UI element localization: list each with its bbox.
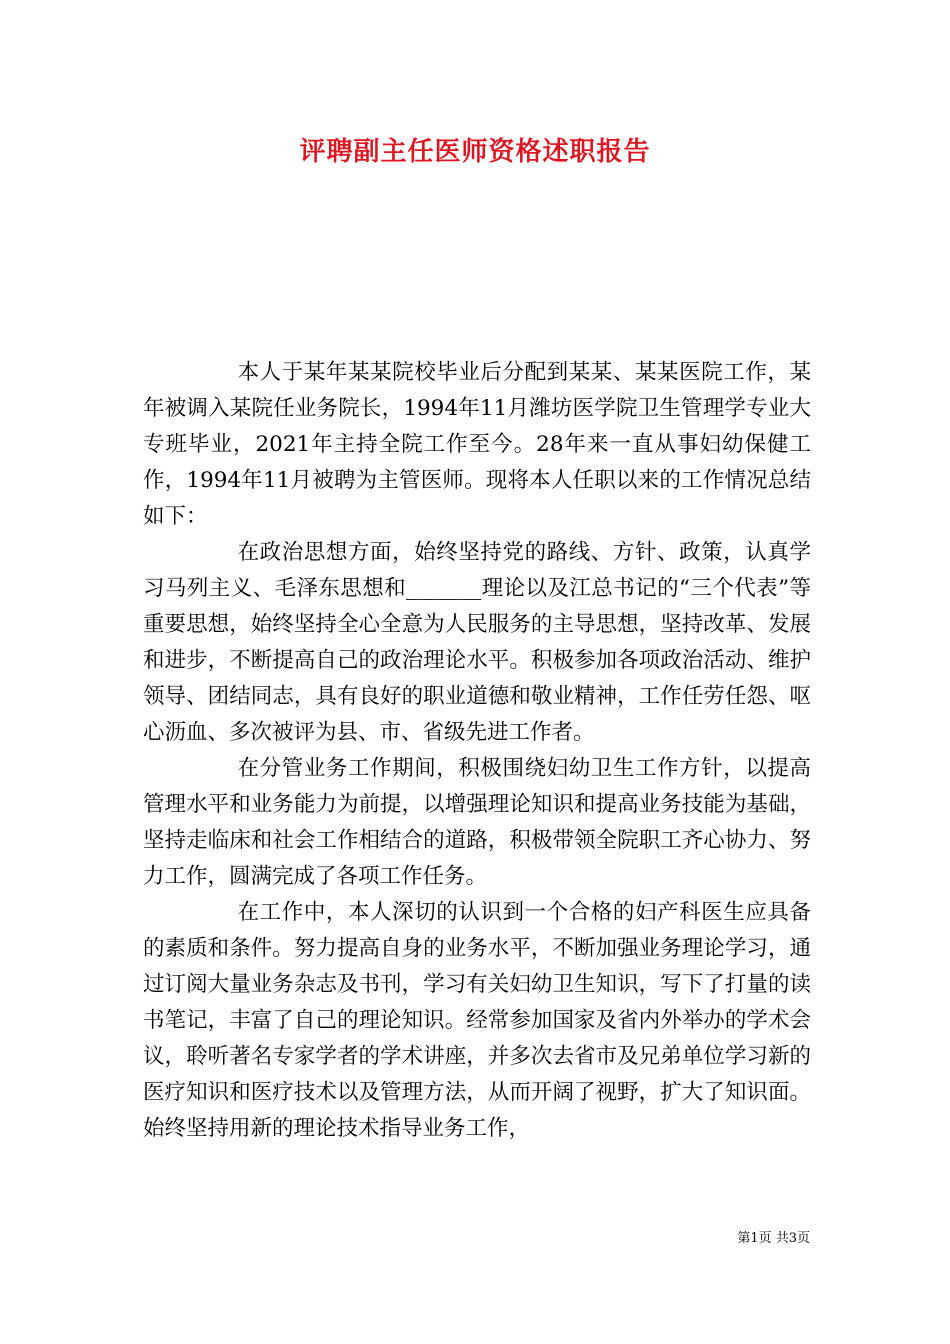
page-number: 第1页 共3页 bbox=[737, 1231, 810, 1246]
page-title: 评聘副主任医师资格述职报告 bbox=[299, 137, 651, 167]
paragraph-professional: 在工作中，本人深切的认识到一个合格的妇产科医生应具备的素质和条件。努力提高自身的业务水平，不断加强业务理论学习，通过订阅大量业务杂志及书刊，学习有关妇幼卫生知识，写下了打量的读书笔记，丰富了自己的理论知识。经常参加国家及省内外举办的学术会议，聆听著名专家学者的学术讲座，并多次去省市及兄弟单位学习新的医疗知识和医疗技术以及管理方法，从而开阔了视野，扩大了知识面。始终坚持用新的理论技术指导业务工作， bbox=[143, 900, 811, 1141]
paragraph-management: 在分管业务工作期间，积极围绕妇幼卫生工作方针，以提高管理水平和业务能力为前提，以增强理论知识和提高业务技能为基础，坚持走临床和社会工作相结合的道路，积极带领全院职工齐心协力、努力工作，圆满完成了各项工作任务。 bbox=[143, 756, 811, 889]
paragraph-political: 在政治思想方面，始终坚持党的路线、方针、政策，认真学习马列主义、毛泽东思想和_______理论以及江总书记的“三个代表”等重要思想，始终坚持全心全意为人民服务的主导思想，坚持改革、发展和进步，不断提高自己的政治理论水平。积极参加各项政治活动、维护领导、团结同志，具有良好的职业道德和敬业精神，工作任劳任怨、呕心沥血、多次被评为县、市、省级先进工作者。 bbox=[143, 540, 811, 745]
report-body bbox=[143, 355, 811, 1147]
paragraph-intro: 本人于某年某某院校毕业后分配到某某、某某医院工作，某年被调入某院任业务院长，1994年11月潍坊医学院卫生管理学专业大专班毕业，2021年主持全院工作至今。28年来一直从事妇幼保健工作，1994年11月被聘为主管医师。现将本人任职以来的工作情况总结如下： bbox=[143, 360, 811, 529]
